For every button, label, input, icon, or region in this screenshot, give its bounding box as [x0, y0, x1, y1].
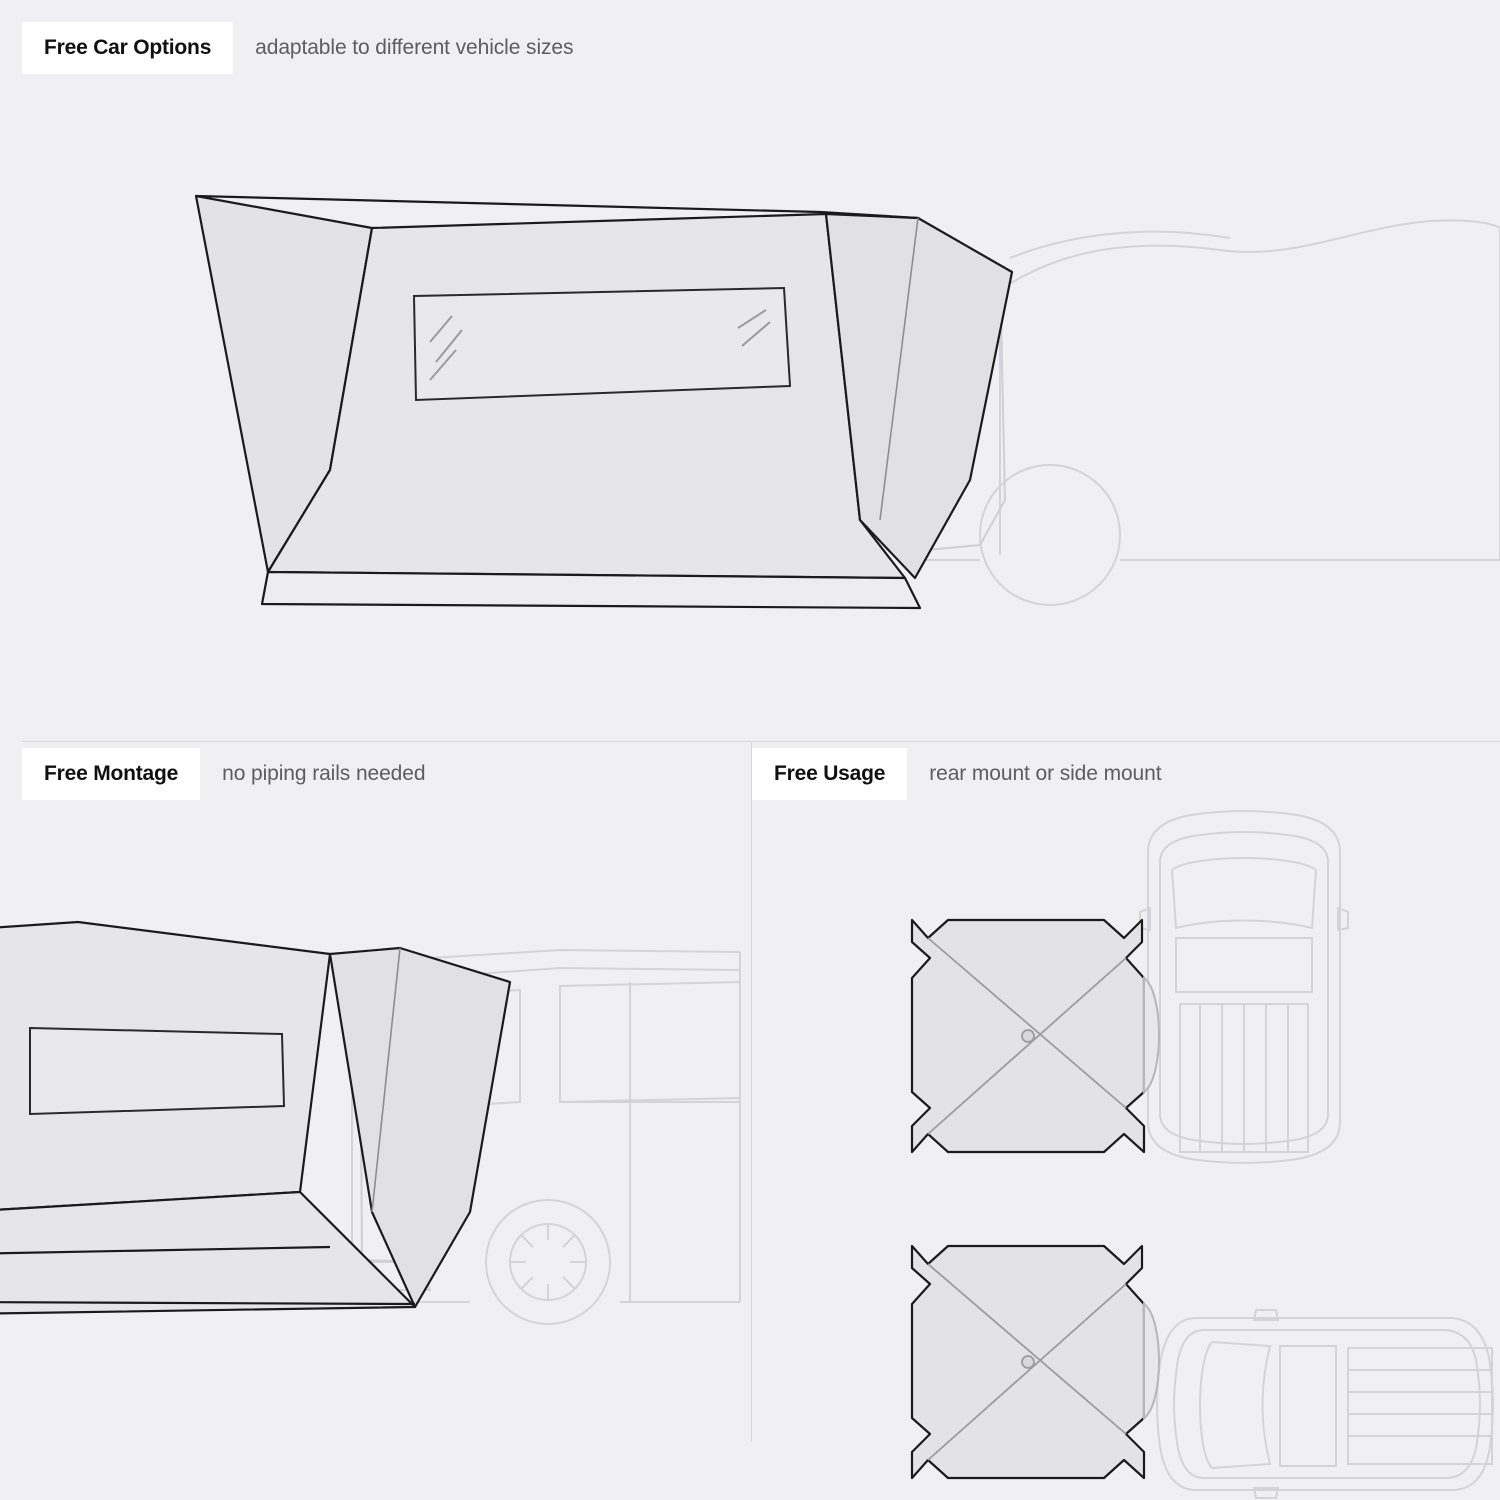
- label-subtitle: adaptable to different vehicle sizes: [255, 36, 574, 59]
- label-title: Free Montage: [22, 748, 200, 800]
- label-free-montage: [22, 748, 425, 800]
- panel-free-car-options: [0, 0, 1500, 740]
- label-title: Free Usage: [752, 748, 907, 800]
- side-mount-diagram: [912, 1246, 1493, 1498]
- label-free-car-options: [22, 22, 573, 74]
- label-title: Free Car Options: [22, 22, 233, 74]
- panel-free-usage: [752, 742, 1500, 1500]
- illustration-van-with-tent-side: [0, 742, 750, 1500]
- illustration-top-down-mount-options: [752, 742, 1500, 1500]
- label-subtitle: rear mount or side mount: [929, 762, 1162, 785]
- panel-free-montage: [0, 742, 750, 1500]
- label-subtitle: no piping rails needed: [222, 762, 426, 785]
- label-free-usage: [752, 748, 1161, 800]
- illustration-car-with-tent-side: [0, 0, 1500, 740]
- rear-mount-diagram: [912, 811, 1348, 1163]
